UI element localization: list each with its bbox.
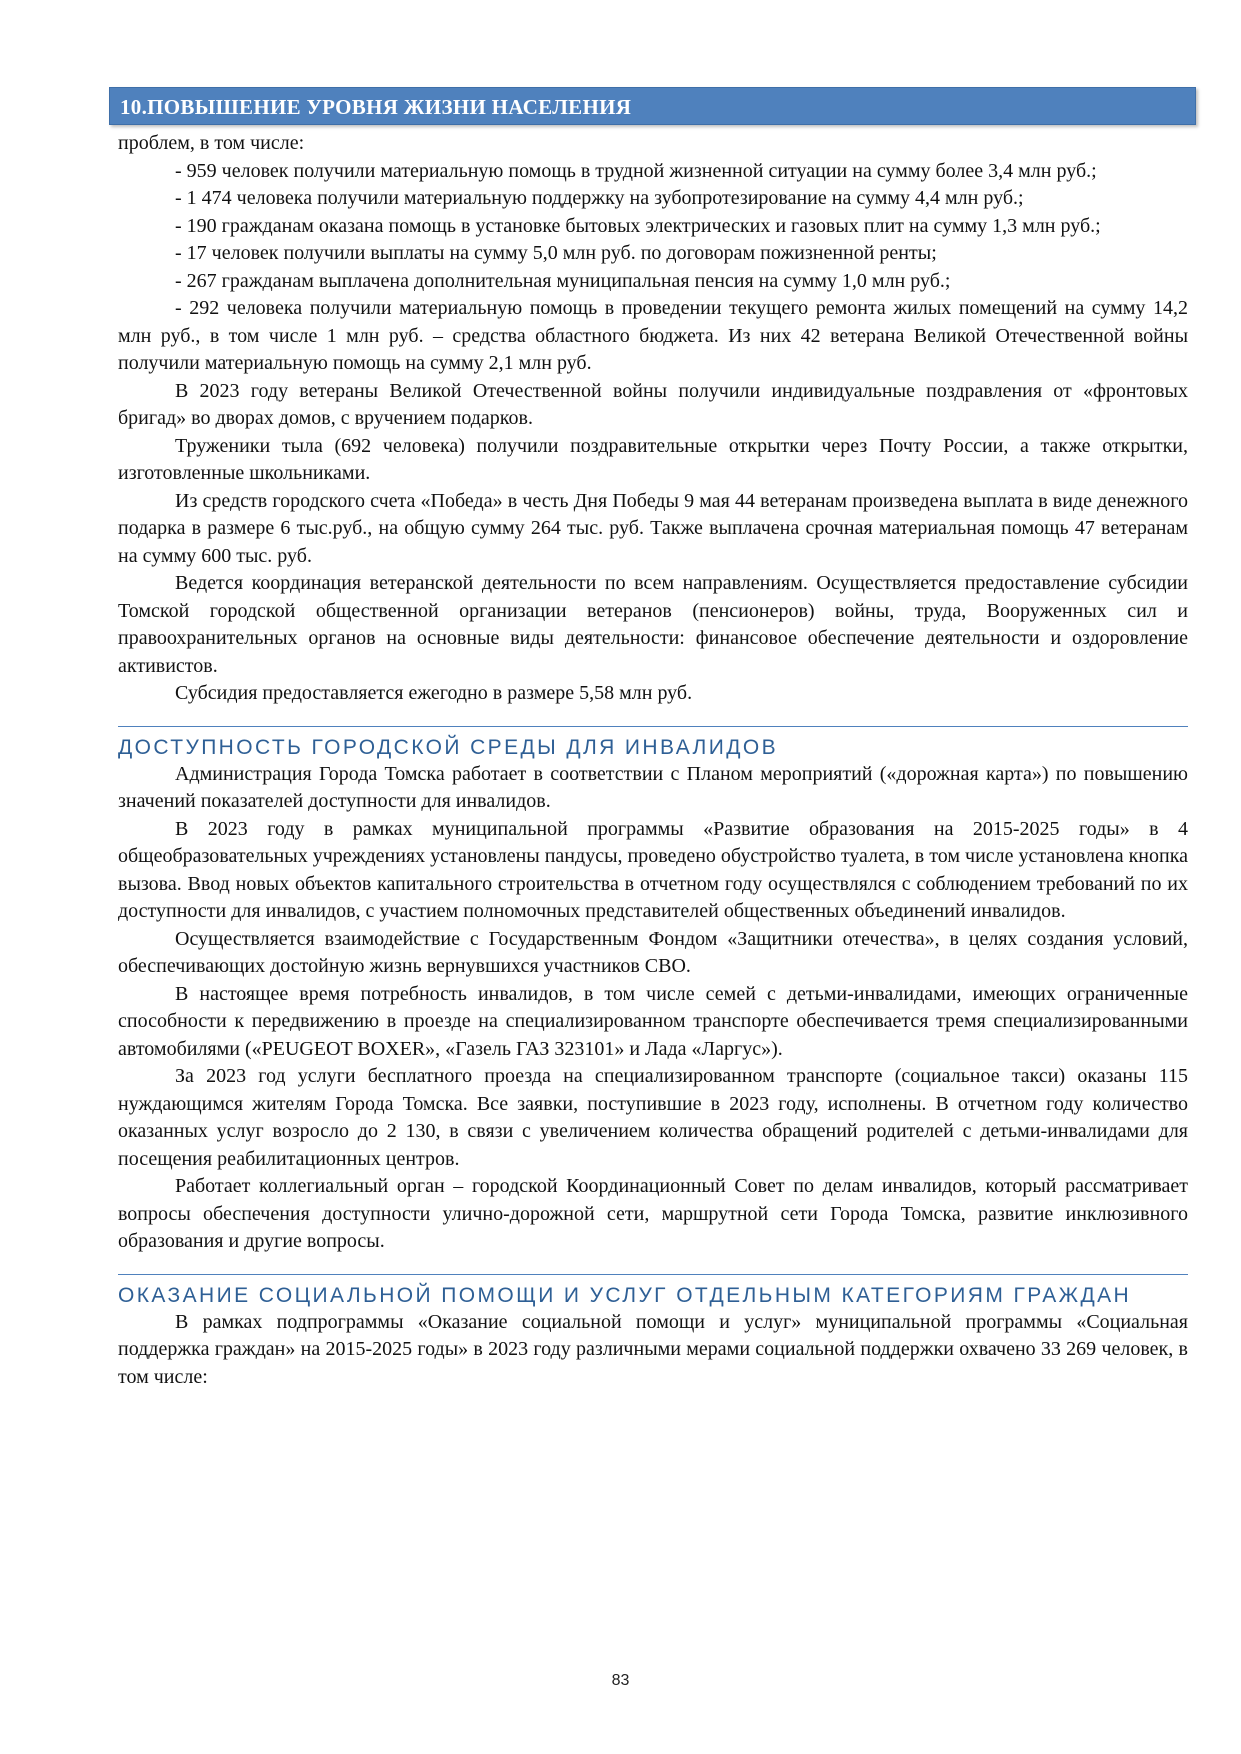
paragraph: Работает коллегиальный орган – городской Координационный Совет по делам инвалидов, который рассматривает вопросы обеспечения доступности улично-дорожной сети, маршрутной сети Города Томска, развитие инклюзивного образования и другие вопросы. <box>118 1175 1188 1252</box>
paragraph: В рамках подпрограммы «Оказание социальной помощи и услуг» муниципальной программы «Социальная поддержка граждан» на 2015-2025 годы» в 2023 году различными мерами социальной поддержки охвачено 33 269 человек, в том числе: <box>118 1310 1188 1388</box>
chapter-title: 10.ПОВЫШЕНИЕ УРОВНЯ ЖИЗНИ НАСЕЛЕНИЯ <box>120 95 632 119</box>
list-item: - 17 человек получили выплаты на сумму 5,0 млн руб. по договорам пожизненной ренты; <box>175 242 937 264</box>
list-item: - 190 гражданам оказана помощь в установке бытовых электрических и газовых плит на сумму 1,3 млн руб.; <box>175 214 1101 237</box>
paragraph: Ведется координация ветеранской деятельности по всем направлениям. Осуществляется предоставление субсидии Томской городской общественной организации ветеранов (пенсионеров) войны, труда, Вооруженных сил и правоохранительных органов на основные виды деятельности: финансовое обеспечение деятельности и оздоровление активистов. <box>118 572 1188 677</box>
paragraph: Труженики тыла (692 человека) получили поздравительные открытки через Почту России, а также открытки, изготовленные школьниками. <box>118 434 1188 484</box>
chapter-header-bar <box>109 87 1196 125</box>
paragraph: Администрация Города Томска работает в соответствии с Планом мероприятий («дорожная карта») по повышению значений показателей доступности для инвалидов. <box>118 762 1188 812</box>
page-number: 83 <box>611 1672 630 1689</box>
list-item: - 267 гражданам выплачена дополнительная муниципальная пенсия на сумму 1,0 млн руб.; <box>175 269 951 292</box>
section-divider <box>118 1274 1188 1275</box>
paragraph: За 2023 год услуги бесплатного проезда на специализированном транспорте (социальное такси) оказаны 115 нуждающимся жителям Города Томска. Все заявки, поступившие в 2023 году, исполнены. В отчетном году количество оказанных услуг возросло до 2 130, в связи с увеличением количества обращений родителей с детьми-инвалидами для посещения реабилитационных центров. <box>118 1065 1188 1170</box>
paragraph: Из средств городского счета «Победа» в честь Дня Победы 9 мая 44 ветеранам произведена выплата в виде денежного подарка в размере 6 тыс.руб., на общую сумму 264 тыс. руб. Также выплачена срочная материальная помощь 47 ветеранам на сумму 600 тыс. руб. <box>118 489 1188 567</box>
paragraph: В 2023 году в рамках муниципальной программы «Развитие образования на 2015-2025 годы» в 4 общеобразовательных учреждениях установлены пандусы, проведено обустройство туалета, в том числе установлена кнопка вызова. Ввод новых объектов капитального строительства в отчетном году осуществлялся с соблюдением требований по их доступности для инвалидов, с участием полномочных представителей общественных объединений инвалидов. <box>118 817 1188 922</box>
social-help-section <box>118 1274 1188 1392</box>
list-item: - 1 474 человека получили материальную поддержку на зубопротезирование на сумму 4,4 млн руб.; <box>175 187 1024 209</box>
section-heading: ДОСТУПНОСТЬ ГОРОДСКОЙ СРЕДЫ ДЛЯ ИНВАЛИДОВ <box>118 735 778 759</box>
list-item: - 292 человека получили материальную помощь в проведении текущего ремонта жилых помещений на сумму 14,2 млн руб., в том числе 1 млн руб. – средства областного бюджета. Из них 42 ветерана Великой Отечественной войны получили материальную помощь на сумму 2,1 млн руб. <box>118 297 1188 374</box>
paragraph: Осуществляется взаимодействие с Государственным Фондом «Защитники отечества», в целях создания условий, обеспечивающих достойную жизнь вернувшихся участников СВО. <box>118 927 1188 977</box>
paragraph: Субсидия предоставляется ежегодно в размере 5,58 млн руб. <box>175 682 693 704</box>
accessibility-section <box>118 726 1188 1256</box>
paragraph: В настоящее время потребность инвалидов, в том числе семей с детьми-инвалидами, имеющих ограниченные способности к передвижению в проезде на специализированном транспорте обеспечивается тремя специализированными автомобилями («PEUGEOT BOXER», «Газель ГАЗ 323101» и Лада «Ларгус»). <box>118 982 1188 1060</box>
intro-lead: проблем, в том числе: <box>118 132 305 154</box>
section-divider <box>118 726 1188 727</box>
page-content <box>118 130 1188 1391</box>
list-item: - 959 человек получили материальную помощь в трудной жизненной ситуации на сумму более 3,4 млн руб.; <box>175 159 1097 182</box>
section-heading: ОКАЗАНИЕ СОЦИАЛЬНОЙ ПОМОЩИ И УСЛУГ ОТДЕЛЬНЫМ КАТЕГОРИЯМ ГРАЖДАН <box>118 1283 1132 1307</box>
paragraph: В 2023 году ветераны Великой Отечественной войны получили индивидуальные поздравления от «фронтовых бригад» во дворах домов, с вручением подарков. <box>118 379 1188 429</box>
